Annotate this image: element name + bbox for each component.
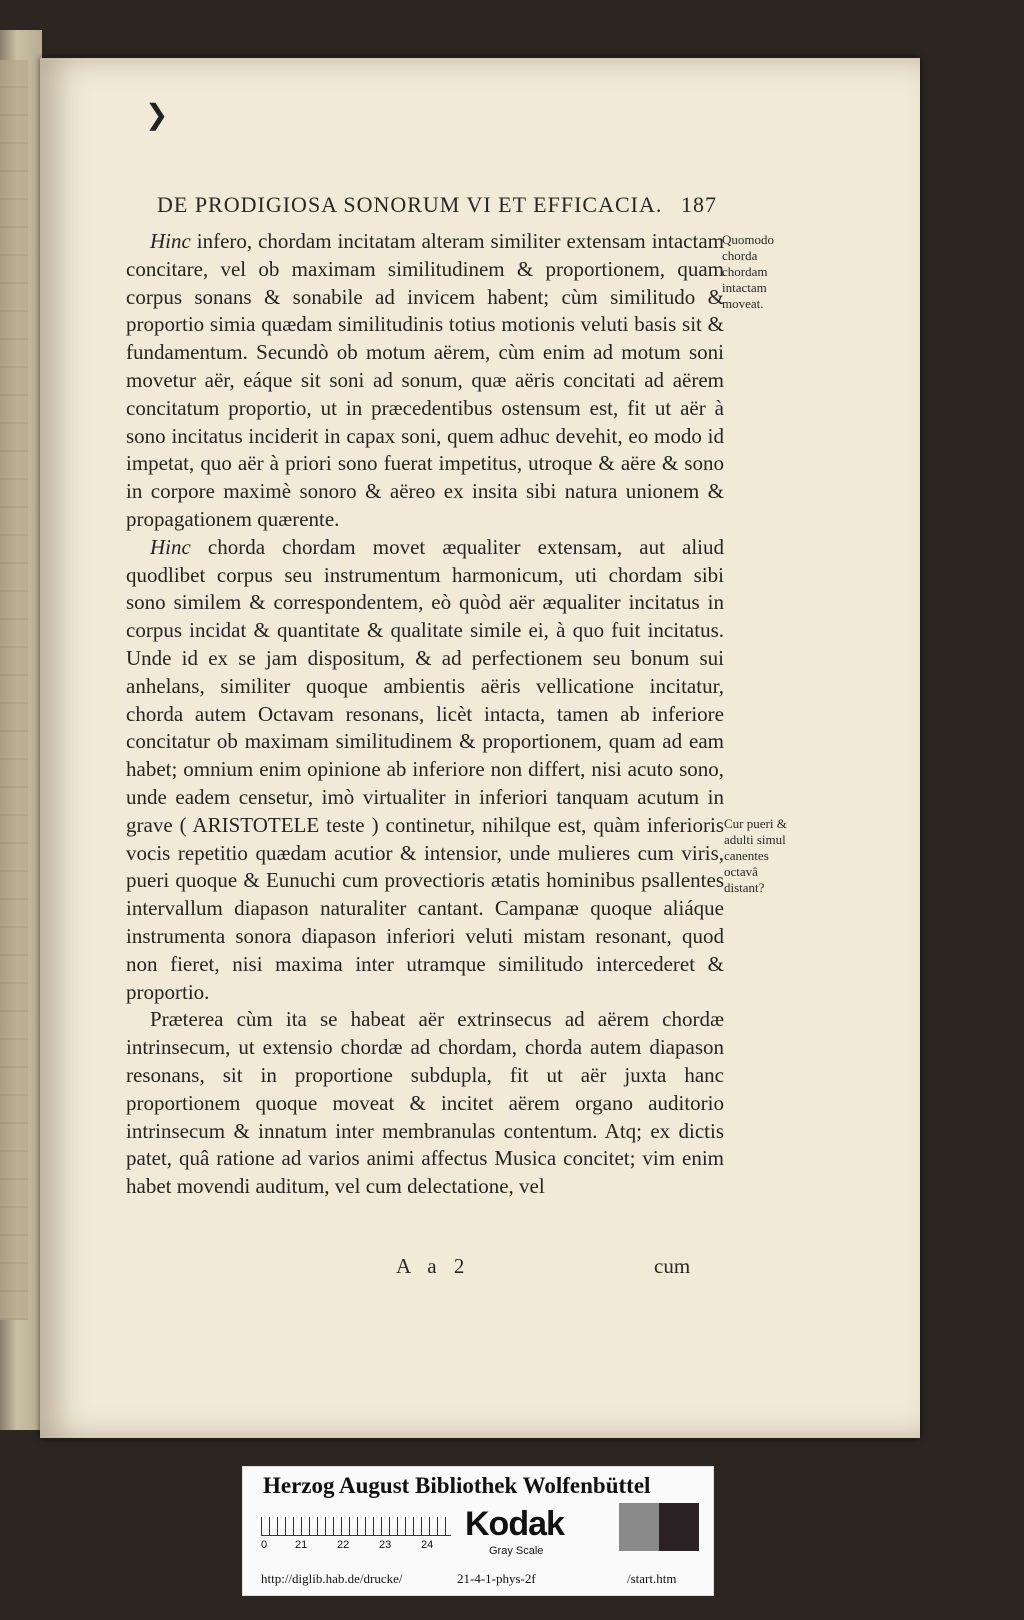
- paragraph-1-text: infero, chordam incitatam alteram similiter extensam intactam concitare, vel ob maximam similitudinem & proportionem, quam corpus sonans & sonabile ad invicem habent; cùm similitudo & proportio simia quædam similitudinis totius motionis veluti basis sit & fundamentum. Secundò ob motum aërem, cùm enim ad motum soni movetur aër, eáque sit soni ad sonum, quæ aëris concitati ad aërem concitatum proportio, ut in præcedentibus ostensum est, fit ut aër à sono incitatus inciderit in capax soni, quem adhuc devehit, eo modo id impetat, quo aër à priori sono fuerat impetitus, utroque & aëre & sono in corpore maximè sonoro & aëreo ex insita sibi natura unionem & propagationem quærente.: [126, 229, 724, 531]
- paragraph-3: [126, 1006, 724, 1201]
- kodak-logo: Kodak: [465, 1505, 564, 1543]
- color-target-card: [242, 1466, 714, 1596]
- paragraph-2: [126, 534, 724, 1007]
- paragraph-2-lead: Hinc: [150, 534, 191, 559]
- ruler-label: 21: [295, 1539, 308, 1551]
- catchword: cum: [654, 1254, 691, 1278]
- url-part-base: http://diglib.hab.de/drucke/: [261, 1571, 403, 1586]
- page-number: 187: [681, 192, 717, 217]
- margin-note-1: Quomodo chorda chordam intactam moveat.: [722, 232, 774, 311]
- running-head: [157, 192, 717, 218]
- url-part-id: 21-4-1-phys-2f: [457, 1571, 536, 1586]
- paragraph-1-lead: Hinc: [150, 229, 191, 253]
- body-text: [126, 228, 724, 1201]
- gray-scale-label: Gray Scale: [489, 1545, 544, 1557]
- gray-swatch-light: [619, 1503, 659, 1551]
- ruler-label: 22: [337, 1539, 350, 1551]
- bookmark-mark: ❯: [145, 98, 169, 131]
- running-head-title: DE PRODIGIOSA SONORUM VI ET EFFICACIA.: [157, 192, 663, 217]
- ruler-label: 0: [261, 1539, 268, 1551]
- gray-swatch-dark: [659, 1503, 699, 1551]
- paragraph-3-text: Præterea cùm ita se habeat aër extrinsecus ad aërem chordæ intrinsecum, ut extensio chordæ ad chordam, chorda autem diapason resonans, sit in proportione subdupla, fit ut aër juxta hanc proportionem quoque moveat & incitet aërem organo auditorio intrinsecum & innatum inter membranulas contentum. Atq; ex dictis patet, quâ ratione ad varios animi affectus Musica concitet; vim enim habet movendi auditum, vel cum delectatione, vel: [126, 1007, 724, 1199]
- institution-name: Herzog August Bibliothek Wolfenbüttel: [263, 1473, 651, 1498]
- url-part-start: /start.htm: [627, 1571, 677, 1586]
- paragraph-2-text: chorda chordam movet æqualiter extensam, aut aliud quodlibet corpus seu instrumentum harmonicum, uti chordam sibi sono similem & correspondentem, eò quòd aër æqualiter incitatus in corpus incidat & quantitate & qualitate simile ei, à quo fuit incitatus. Unde id ex se jam dispositum, & ad perfectionem seu bonum sui anhelans, similiter quoque ambientis aëris vellicatione incitatur, chorda autem Octavam resonans, licèt intacta, tamen ab inferiore concitatur ob maximam similitudinem & proportionem, quam ad eam habet; omnium enim opinione ab inferiore non differt, nisi acuto sono, unde eadem censetur, imò virtualiter in inferiori tanquam acutum in grave ( ARISTOTELE teste ) continetur, nihilque est, quàm inferioris vocis repetitio quædam acutior & intensior, unde mulieres cum viris, pueri quoque & Eunuchi cum provectioris ætatis hominibus psallentes intervallum diapason naturaliter cantant. Campanæ quoque aliáque instrumenta sonora diapason inferiori veluti mistam resonant, quod non fieret, nisi maxima inter utramque similitudo intercederet & proportio.: [126, 534, 724, 1004]
- ruler-label: 24: [421, 1539, 434, 1551]
- margin-note-2: Cur pueri & adulti simul canentes octavâ distant?: [724, 816, 787, 895]
- signature-mark: A a 2: [396, 1254, 471, 1278]
- ruler-scale: [261, 1509, 451, 1536]
- ruler-label: 23: [379, 1539, 392, 1551]
- paragraph-1: [126, 228, 724, 534]
- facing-page-edge: [0, 60, 28, 1320]
